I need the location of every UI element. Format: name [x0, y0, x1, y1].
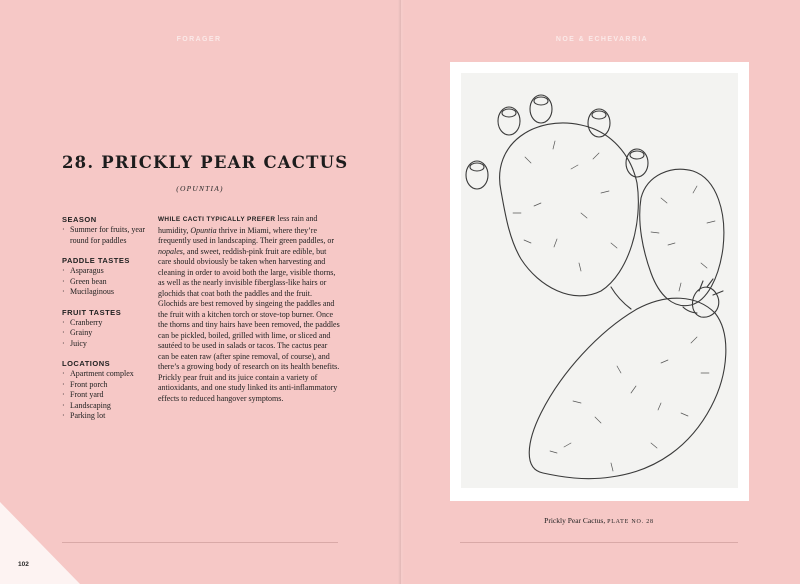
sidebar-heading-locations: LOCATIONS: [62, 359, 111, 368]
list-item: · Parking lot: [62, 411, 152, 422]
facts-sidebar: [62, 214, 152, 431]
sidebar-list-paddle-tastes: [62, 266, 152, 298]
sidebar-heading-paddle-tastes: PADDLE TASTES: [62, 256, 130, 265]
list-item: · Front yard: [62, 390, 152, 401]
list-item: · Cranberry: [62, 318, 152, 329]
footer-rule-right: [460, 542, 738, 543]
plate-illustration: [461, 73, 738, 488]
latin-name: (OPUNTIA): [176, 184, 224, 193]
list-item: · Green bean: [62, 277, 152, 288]
list-item: · Grainy: [62, 328, 152, 339]
body-paragraph: [158, 214, 340, 404]
list-item: · Asparagus: [62, 266, 152, 277]
footer-rule-left: [62, 542, 338, 543]
book-gutter: [398, 0, 404, 584]
sidebar-heading-fruit-tastes: FRUIT TASTES: [62, 307, 122, 317]
list-item: · Mucilaginous: [62, 287, 152, 298]
list-item: · Landscaping: [62, 401, 152, 412]
page-number: 102: [18, 561, 29, 568]
prickly-pear-cactus-illustration-icon: [461, 73, 738, 488]
running-head-right: NOE & ECHEVARRIA: [555, 36, 649, 43]
plate-caption: Prickly Pear Cactus, PLATE NO. 28: [544, 516, 654, 525]
caption-plate-number: PLATE NO. 28: [607, 519, 654, 525]
body-italic-run: nopales: [158, 246, 183, 256]
list-item: · Apartment complex: [62, 369, 152, 380]
body-text-run: , and sweet, reddish-pink fruit are edible, but care should obviously be taken when harvesting and cleaning in order to avoid both the large, visible thorns, as well as the nearly invisible fiberglass-like hairs or glochids that coat both the paddles and the fruit. Glochids are best removed by singeing the paddles and the fruit with a kitchen torch or stove-top burner. Once the thorns and tiny hairs have been removed, the paddles can be pickled, boiled, grilled with lime, or sliced and sautéed to be used in salads or tacos. The cactus pear can be eaten raw (after spine removal, of course), and there’s a growing body of research on its health benefits. Prickly pear fruit and its juice contain a variety of antioxidants, and one study linked its anti-inflammatory effects to reduced hangover symptoms.: [158, 246, 340, 403]
running-head-left: FORAGER: [176, 36, 222, 43]
lead-in: WHILE CACTI TYPICALLY PREFER: [158, 216, 276, 223]
body-text-run: less rain and humidity,: [158, 214, 318, 235]
sidebar-list-locations: [62, 369, 152, 422]
page-title: 28. PRICKLY PEAR CACTUS: [62, 153, 349, 172]
caption-name: Prickly Pear Cactus: [544, 516, 604, 525]
body-text-run: thrive in Miami, where they’re frequently used in landscaping. Their green paddles, or: [158, 225, 335, 245]
list-item: · Summer for fruits, year round for paddles: [62, 225, 152, 246]
sidebar-list-season: [62, 225, 152, 246]
sidebar-list-fruit-tastes: [62, 318, 152, 350]
list-item: · Juicy: [62, 339, 152, 350]
page-corner: [0, 502, 80, 584]
sidebar-heading-season: SEASON: [62, 215, 97, 224]
list-item: · Front porch: [62, 380, 152, 391]
body-italic-run: Opuntia: [190, 225, 217, 235]
